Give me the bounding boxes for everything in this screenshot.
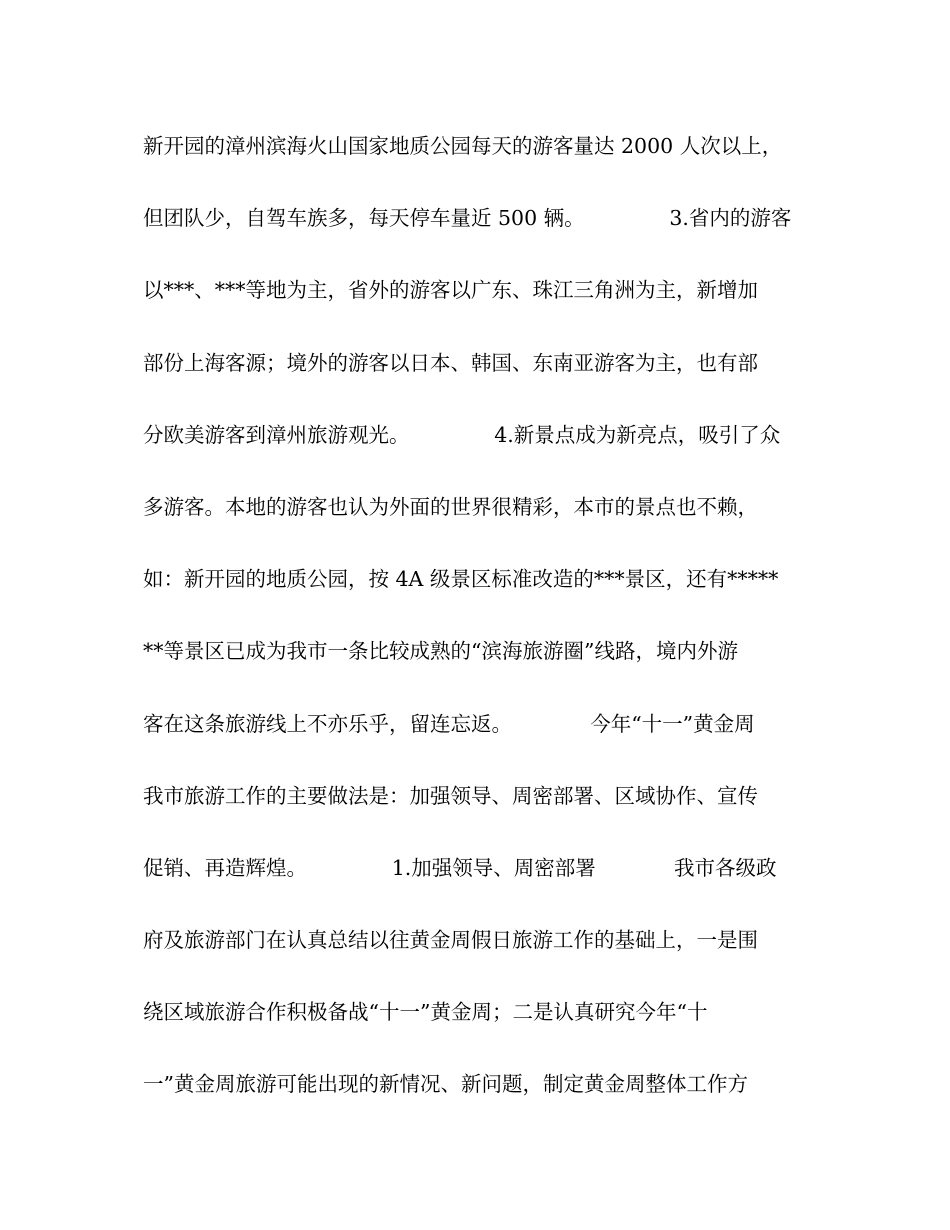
text-line-10: 我市旅游工作的主要做法是：加强领导、周密部署、区域协作、宣传 [143,783,758,808]
text-line-4: 部份上海客源；境外的游客以日本、韩国、东南亚游客为主，也有部 [143,350,758,375]
text-line-5: 分欧美游客到漳州旅游观光。 4.新景点成为新亮点，吸引了众 [143,422,781,447]
text-line-14: 一”黄金周旅游可能出现的新情况、新问题，制定黄金周整体工作方 [143,1072,748,1097]
body-text [143,118,813,1129]
text-line-6: 多游客。本地的游客也认为外面的世界很精彩，本市的景点也不赖， [143,494,758,519]
text-line-13: 绕区域旅游合作积极备战“十一”黄金周；二是认真研究今年“十 [143,1000,708,1025]
text-line-8: **等景区已成为我市一条比较成熟的“滨海旅游圈”线路，境内外游 [143,639,738,664]
text-line-9: 客在这条旅游线上不亦乐乎，留连忘返。 今年“十一”黄金周 [143,711,755,736]
text-line-3: 以***、***等地为主，省外的游客以广东、珠江三角洲为主，新增加 [143,278,758,303]
text-line-11: 促销、再造辉煌。 1.加强领导、周密部署 我市各级政 [143,855,777,880]
text-line-2: 但团队少，自驾车族多，每天停车量近 500 辆。 3.省内的游客 [143,206,792,231]
text-line-12: 府及旅游部门在认真总结以往黄金周假日旅游工作的基础上，一是围 [143,928,758,953]
text-line-7: 如：新开园的地质公园，按 4A 级景区标准改造的***景区，还有***** [143,567,779,592]
text-line-1: 新开园的漳州滨海火山国家地质公园每天的游客量达 2000 人次以上， [143,134,783,158]
